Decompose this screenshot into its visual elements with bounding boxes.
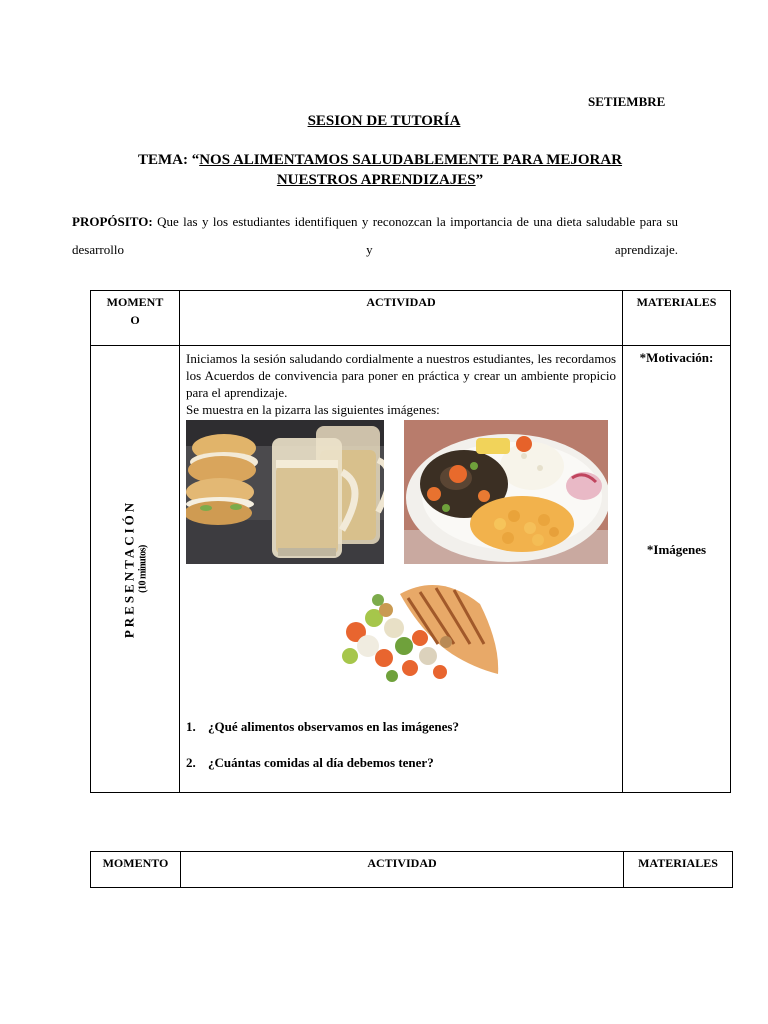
theme-label: TEMA: “	[137, 152, 200, 168]
purpose-paragraph	[72, 208, 678, 264]
list-item	[186, 718, 616, 736]
activity-intro: Iniciamos la sesión saludando cordialmente a nuestros estudiantes, les recordamos los Acuerdos de convivencia para poner en práctica y crear un ambiente propicio para el aprendizaje.	[186, 351, 616, 400]
activity-images-line: Se muestra en la pizarra las siguientes imágenes:	[186, 402, 440, 417]
session-title-text: SESION DE TUTORÍA	[307, 113, 461, 129]
activity-cell	[180, 346, 623, 793]
question-text: ¿Cuántas comidas al día debemos tener?	[208, 755, 434, 770]
question-number: 1.	[186, 719, 196, 734]
material-images: *Imágenes	[646, 542, 707, 557]
theme-close-quote: ”	[475, 172, 484, 188]
question-number: 2.	[186, 755, 196, 770]
moment-duration: (10 minutos)	[137, 545, 149, 593]
moment-cell	[91, 346, 180, 793]
purpose-label: PROPÓSITO:	[72, 214, 153, 229]
table-row	[91, 346, 731, 793]
header-materials: MATERIALES	[623, 291, 731, 346]
stew-rice-beans-photo	[404, 420, 608, 564]
table-header-row	[91, 852, 733, 888]
header-activity: ACTIVIDAD	[181, 852, 624, 888]
moment-vertical-label	[122, 500, 149, 638]
session-title	[0, 113, 768, 130]
sandwiches-juice-photo	[186, 420, 384, 564]
header-activity: ACTIVIDAD	[180, 291, 623, 346]
month-label: SETIEMBRE	[588, 94, 666, 109]
header-moment	[91, 291, 180, 346]
moment-label: PRESENTACIÓN	[121, 499, 137, 639]
question-list	[186, 718, 616, 772]
material-motivation: *Motivación:	[639, 350, 714, 365]
session-table-next	[90, 851, 733, 888]
session-theme	[80, 150, 680, 190]
theme-line-2: NUESTROS APRENDIZAJES	[276, 172, 476, 188]
list-item	[186, 754, 616, 772]
header-moment: MOMENTO	[91, 852, 181, 888]
header-materials: MATERIALES	[624, 852, 733, 888]
materials-cell	[623, 346, 731, 793]
table-header-row	[91, 291, 731, 346]
grilled-chicken-vegetables-photo	[316, 572, 506, 708]
purpose-text: Que las y los estudiantes identifiquen y reconozcan la importancia de una dieta saludable para su desarrollo y aprendizaje.	[72, 214, 678, 257]
food-images-group	[186, 420, 616, 712]
session-table-presentation	[90, 290, 731, 793]
question-text: ¿Qué alimentos observamos en las imágenes?	[208, 719, 459, 734]
header-moment-text: MOMENTO	[106, 295, 164, 327]
theme-line-1: NOS ALIMENTAMOS SALUDABLEMENTE PARA MEJORAR	[199, 152, 623, 168]
